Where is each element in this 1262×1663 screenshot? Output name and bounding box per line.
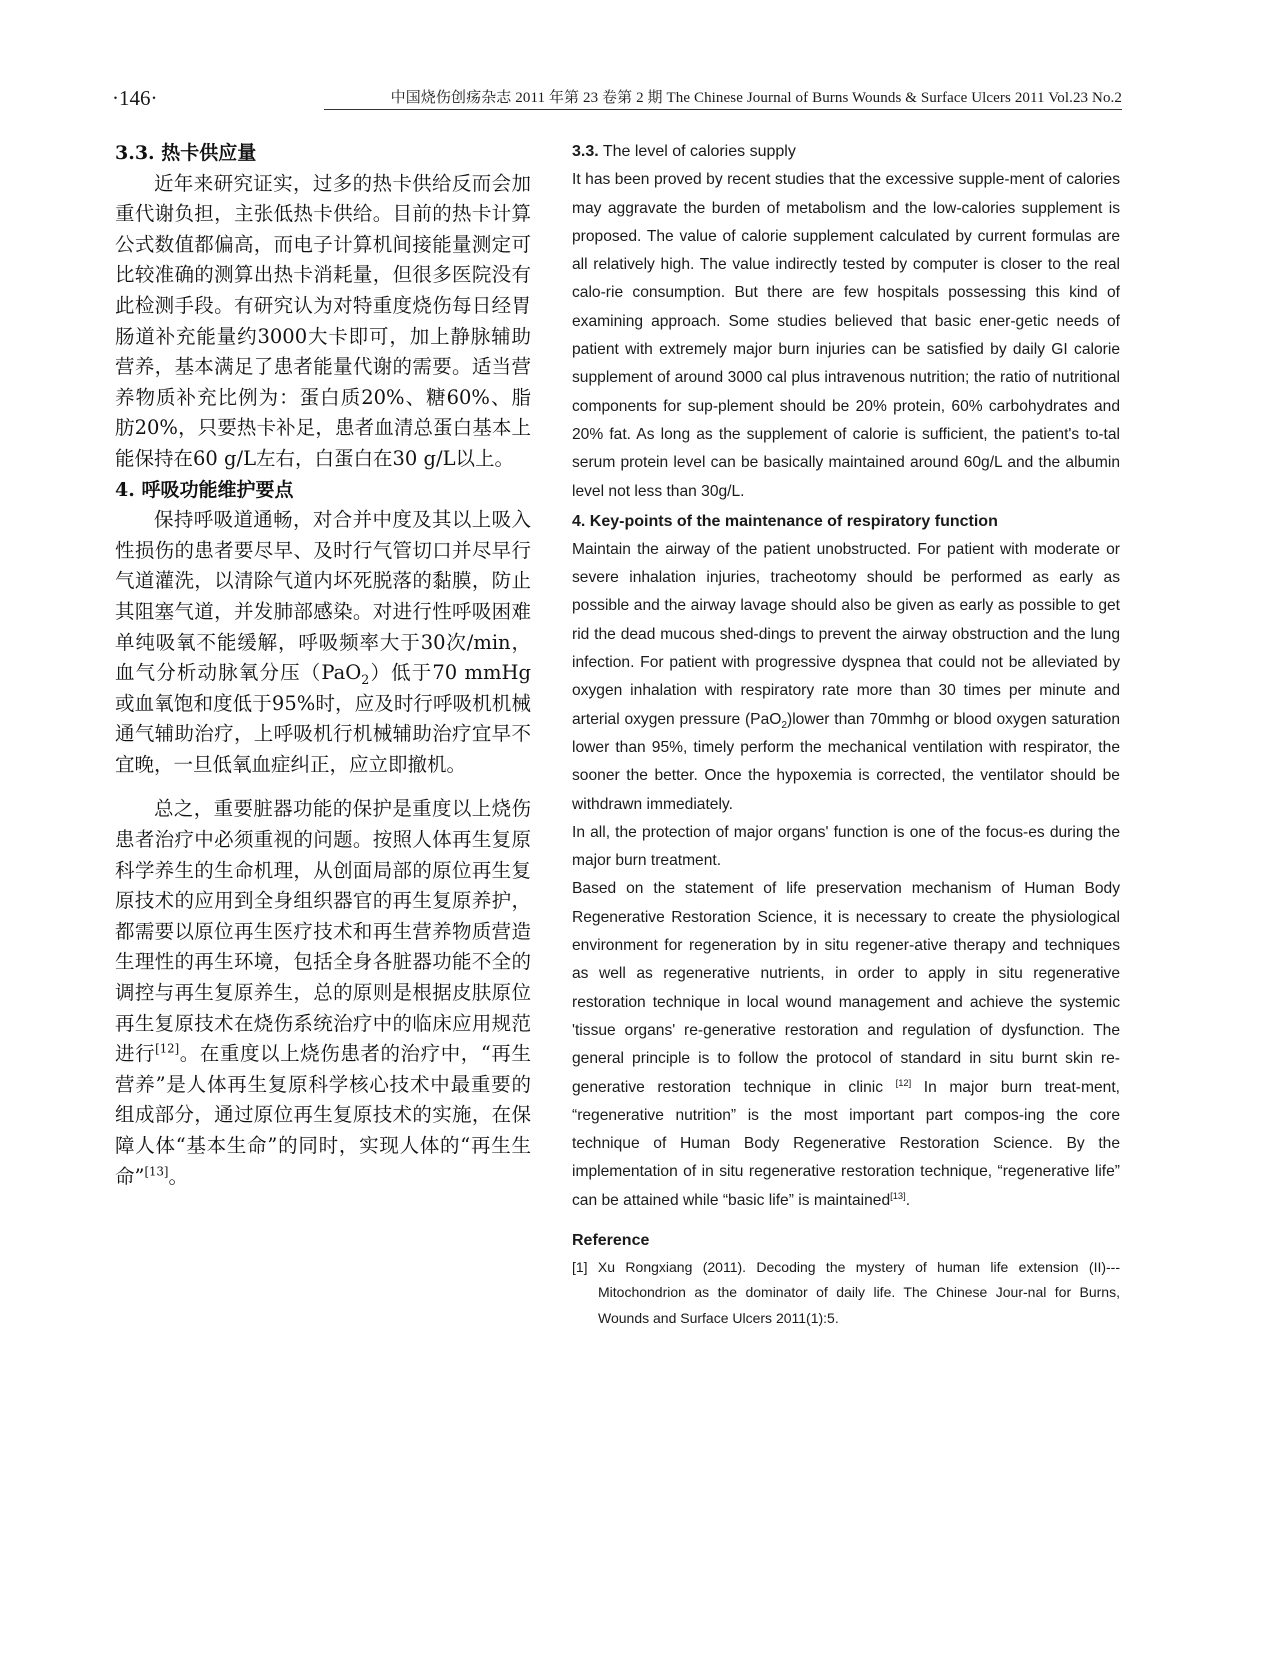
section-heading-zh-4: 4. 呼吸功能维护要点 bbox=[115, 478, 294, 501]
page-header bbox=[112, 80, 1122, 110]
paragraph-en-calories: It has been proved by recent studies that the excessive supple-ment of calories may aggravate the burden of metabolism and the low-calories supplement is proposed. The value of calorie supplement calculated by current formulas are all relatively high. The value indirectly tested by computer is closer to the real calo-rie consumption. But there are few hospitals possessing this kind of examining approach. Some studies believed that basic ener-getic needs of patient with extremely major burn injuries can be satisfied by daily GI calorie supplement of around 3000 cal plus intravenous nutrition; the ratio of nutritional components for sup-plement should be 20% protein, 60% carbohydrates and 20% fat. As long as the supplement of calorie is sufficient, the patient's to-tal serum protein level can be basically maintained around 60g/L and the albumin level not less than 30g/L. bbox=[572, 171, 1120, 500]
chinese-column bbox=[115, 138, 531, 1192]
reference-item: [1] Xu Rongxiang (2011). Decoding the mystery of human life extension (II)---Mitochondrion as the dominator of daily life. The Chinese Jour-nal for Burns, Wounds and Surface Ulcers 2011(1):5. bbox=[572, 1258, 1120, 1326]
paragraph-en-respiratory: Maintain the airway of the patient unobstructed. For patient with moderate or severe inhalation injuries, tracheotomy should be performed as early as possible and the airway lavage should also be given as early as possible to get rid the dead mucous shed-dings to prevent the airway obstruction and the lung infection. For patient with progressive dyspnea that could not be alleviated by oxygen inhalation with respiratory rate more than 30 times per minute and arterial oxygen pressure (PaO$_2$)lower than 70mmhg or blood oxygen saturation lower than 95%, timely perform the mechanical ventilation with respirator, the sooner the better. Once the hypoxemia is corrected, the ventilator should be withdrawn immediately. bbox=[572, 540, 1120, 813]
paragraph-en-based-on: Based on the statement of life preservation mechanism of Human Body Regenerative Restoration Science, it is necessary to create the physiological environment for regeneration by in situ regener-ative therapy and techniques as well as regenerative nutrients, in order to apply in situ regenerative restoration technique in local wound management and achieve the systemic 'tissue organs' re-generative restoration and regulation of dysfunction. The general principle is to follow the protocol of standard in situ burnt skin re-generative restoration technique in clinic [12] In major burn treat-ment, “regenerative nutrition” is the most important part compos-ing the core technique of Human Body Regenerative Restoration Science. By the implementation of in situ regenerative restoration technique, “regenerative life” can be attained while “basic life” is maintained[13]. bbox=[572, 880, 1120, 1209]
citation-12: [12] bbox=[155, 1041, 180, 1056]
section-heading-en-3-3: 3.3. The level of calories supply bbox=[572, 143, 796, 160]
running-head: 中国烧伤创疡杂志 2011 年第 23 卷第 2 期 The Chinese Journal of Burns Wounds & Surface Ulcers 2011 Vol.23 No.2 bbox=[390, 90, 1122, 106]
paragraph-en-in-all: In all, the protection of major organs' function is one of the focus-es during the major burn treatment. bbox=[572, 823, 1120, 870]
citation-13: [13] bbox=[144, 1164, 169, 1179]
reference-heading: Reference bbox=[572, 1231, 650, 1249]
citation-12-en: [12] bbox=[895, 1077, 912, 1088]
paragraph-zh-respiratory: 保持呼吸道通畅，对合并中度及其以上吸入性损伤的患者要尽早、及时行气管切口并尽早行气道灌洗，以清除气道内坏死脱落的黏膜，防止其阻塞气道，并发肺部感染。对进行性呼吸困难单纯吸氧不能缓解，呼吸频率大于30次/min，血气分析动脉氧分压（PaO$_2$）低于70 mmHg或血氧饱和度低于95%时，应及时行呼吸机机械通气辅助治疗，上呼吸机行机械辅助治疗宜早不宜晚，一旦低氧血症纠正，应立即撤机。 bbox=[115, 508, 532, 776]
citation-13-en: [13] bbox=[890, 1190, 906, 1201]
section-heading-en-4: 4. Key-points of the maintenance of respiratory function bbox=[572, 512, 998, 530]
paragraph-zh-conclusion: 总之，重要脏器功能的保护是重度以上烧伤患者治疗中必须重视的问题。按照人体再生复原科学养生的生命机理，从创面局部的原位再生复原技术的应用到全身组织器官的再生复原养护，都需要以原位再生医疗技术和再生营养物质营造生理性的再生环境，包括全身各脏器功能不全的调控与再生复原养生，总的原则是根据皮肤原位再生复原技术在烧伤系统治疗中的临床应用规范进行[12]。在重度以上烧伤患者的治疗中，“再生营养”是人体再生复原科学核心技术中最重要的组成部分，通过原位再生复原技术的实施，在保障人体“基本生命”的同时，实现人体的“再生生命”[13]。 bbox=[115, 797, 531, 1188]
section-heading-zh-3-3: 3.3. 热卡供应量 bbox=[115, 142, 257, 164]
english-column bbox=[572, 138, 1120, 1331]
header-rule bbox=[324, 109, 1122, 110]
paragraph-zh-calories: 近年来研究证实，过多的热卡供给反而会加重代谢负担，主张低热卡供给。目前的热卡计算公式数值都偏高，而电子计算机间接能量测定可比较准确的测算出热卡消耗量，但很多医院没有此检测手段。有研究认为对特重度烧伤每日经胃肠道补充能量约3000大卡即可，加上静脉辅助营养，基本满足了患者能量代谢的需要。适当营养物质补充比例为：蛋白质20%、糖60%、脂肪20%，只要热卡补足，患者血清总蛋白基本上能保持在60 g/L左右，白蛋白在30 g/L以上。 bbox=[115, 171, 531, 470]
page-number: ·146· bbox=[112, 86, 158, 110]
